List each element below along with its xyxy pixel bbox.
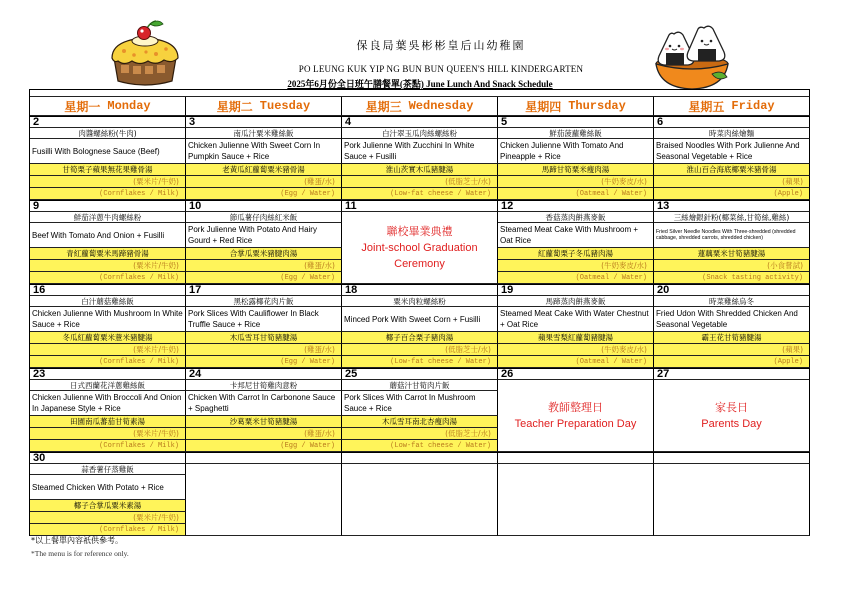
table-top-band (30, 90, 810, 97)
date-cell: 30 (30, 452, 186, 464)
day-header-friday (654, 97, 810, 116)
event-cell (342, 212, 498, 284)
lunch-name-en: Chicken Julienne With Mushroom In White Sauce + Rice (30, 307, 186, 332)
snack-name-en: (Cornflakes / Milk) (30, 356, 186, 368)
date-cell (654, 452, 810, 464)
soup-name: 蘋果雪梨紅蘿蔔豬腱湯 (498, 332, 654, 344)
date-cell: 18 (342, 284, 498, 296)
lunch-name-en: Chicken Julienne With Tomato And Pineapple + Rice (498, 139, 654, 164)
lunch-name-zh: 白汁蘑菇雞絲飯 (30, 296, 186, 307)
snack-name-en: (Egg / Water) (186, 440, 342, 452)
day-name-en: Wednesday (408, 99, 474, 113)
footer-note-en: *The menu is for reference only. (31, 549, 129, 558)
day-header-wednesday (342, 97, 498, 116)
snack-name-en: (Egg / Water) (186, 188, 342, 200)
snack-name-zh: (蘋果) (654, 344, 810, 356)
event-title-zh: 家長日 (715, 401, 748, 414)
empty-cell (498, 464, 654, 536)
snack-name-zh: (粟米片/牛奶) (30, 260, 186, 272)
lunch-name-zh: 鮮茄菠蘿雞絲飯 (498, 128, 654, 139)
snack-name-zh: (粟米片/牛奶) (30, 428, 186, 440)
date-cell: 6 (654, 116, 810, 128)
snack-name-en: (Oatmeal / Water) (498, 188, 654, 200)
lunch-name-en: Chicken Julienne With Sweet Corn In Pumpkin Sauce + Rice (186, 139, 342, 164)
soup-name: 合掌瓜粟米豬腱肉湯 (186, 248, 342, 260)
event-title-zh: 教師整理日 (548, 401, 603, 414)
snack-name-en: (Cornflakes / Milk) (30, 440, 186, 452)
date-cell: 13 (654, 200, 810, 212)
snack-name-zh: (牛奶麥皮/水) (498, 260, 654, 272)
soup-name: 蓮藕粟米甘筍豬腱湯 (654, 248, 810, 260)
menu-table (29, 89, 810, 536)
snack-name-en: (Apple) (654, 188, 810, 200)
lunch-name-zh: 時菜肉絲燴麵 (654, 128, 810, 139)
snack-name-en: (Oatmeal / Water) (498, 356, 654, 368)
lunch-name-zh: 時菜雞絲烏冬 (654, 296, 810, 307)
snack-name-zh: (低脂芝士/水) (342, 176, 498, 188)
date-cell: 26 (498, 368, 654, 380)
day-name-zh: 星期五 (688, 99, 725, 114)
schedule-title: 2025年6月份全日班午膳餐單(茶點) June Lunch And Snack Schedule (287, 79, 553, 89)
snack-name-zh: (雞蛋/水) (186, 428, 342, 440)
snack-name-zh: (粟米片/牛奶) (30, 344, 186, 356)
soup-name: 青紅蘿蔔粟米馬蹄豬骨湯 (30, 248, 186, 260)
lunch-name-zh: 香菇蒸肉餅燕麥飯 (498, 212, 654, 223)
soup-name: 田園南瓜蕃茄甘筍素湯 (30, 416, 186, 428)
snack-name-zh: (蘋果) (654, 176, 810, 188)
soup-name: 紅蘿蔔栗子冬瓜豬肉湯 (498, 248, 654, 260)
lunch-name-zh: 馬蹄蒸肉餅燕麥飯 (498, 296, 654, 307)
soup-name: 木瓜雪耳甘筍豬腱湯 (186, 332, 342, 344)
lunch-name-en: Pork Slices With Carrot In Mushroom Sauce + Rice (342, 391, 498, 416)
event-cell (498, 380, 654, 452)
date-cell: 17 (186, 284, 342, 296)
soup-name: 甘筍栗子蘋果無花果雞骨湯 (30, 164, 186, 176)
soup-name: 淮山茨實木瓜豬腱湯 (342, 164, 498, 176)
lunch-name-en: Braised Noodles With Pork Julienne And Seasonal Vegetable + Rice (654, 139, 810, 164)
lunch-name-en: Fried Silver Needle Noodles With Three-shredded (shredded cabbage, shredded carrots, shredded chicken) (654, 223, 810, 248)
lunch-name-zh: 白汁翠玉瓜肉絲螺絲粉 (342, 128, 498, 139)
snack-name-zh: (雞蛋/水) (186, 344, 342, 356)
lunch-name-en: Steamed Meat Cake With Water Chestnut + Oat Rice (498, 307, 654, 332)
snack-name-en: (Low-fat cheese / Water) (342, 440, 498, 452)
date-cell: 12 (498, 200, 654, 212)
lunch-name-en: Chicken Julienne With Broccoli And Onion In Japanese Style + Rice (30, 391, 186, 416)
day-header-tuesday (186, 97, 342, 116)
day-name-en: Thursday (568, 99, 626, 113)
soup-name: 沙葛粟米甘筍豬腱湯 (186, 416, 342, 428)
soup-name: 椰子合掌瓜粟米素湯 (30, 500, 186, 512)
lunch-name-en: Fried Udon With Shredded Chicken And Seasonal Vegetable (654, 307, 810, 332)
date-cell: 23 (30, 368, 186, 380)
lunch-name-zh: 節瓜薯仔肉絲紅米飯 (186, 212, 342, 223)
snack-name-zh: (小食嘗試) (654, 260, 810, 272)
empty-cell (186, 464, 342, 536)
day-name-zh: 星期一 (64, 99, 101, 114)
lunch-name-en: Steamed Meat Cake With Mushroom + Oat Rice (498, 223, 654, 248)
snack-name-zh: (牛奶麥皮/水) (498, 344, 654, 356)
day-name-en: Friday (731, 99, 775, 113)
lunch-name-en: Steamed Chicken With Potato + Rice (30, 475, 186, 500)
snack-name-en: (Egg / Water) (186, 272, 342, 284)
snack-name-zh: (低脂芝士/水) (342, 428, 498, 440)
snack-name-en: (Low-fat cheese / Water) (342, 188, 498, 200)
lunch-name-zh: 肉醬螺絲粉(牛肉) (30, 128, 186, 139)
day-name-en: Tuesday (259, 99, 311, 113)
date-cell: 9 (30, 200, 186, 212)
lunch-name-en: Pork Julienne With Zucchini In White Sauce + Fusilli (342, 139, 498, 164)
lunch-name-zh: 蘑菇汁甘筍肉片飯 (342, 380, 498, 391)
snack-name-zh: (牛奶麥皮/水) (498, 176, 654, 188)
empty-cell (654, 464, 810, 536)
day-name-zh: 星期二 (216, 99, 253, 114)
date-cell (186, 452, 342, 464)
event-cell (654, 380, 810, 452)
lunch-name-zh: 黑松露椰花肉片飯 (186, 296, 342, 307)
soup-name: 椰子百合栗子豬肉湯 (342, 332, 498, 344)
date-cell: 16 (30, 284, 186, 296)
soup-name: 淮山百合海底椰粟米豬骨湯 (654, 164, 810, 176)
date-cell: 11 (342, 200, 498, 212)
lunch-name-en: Beef With Tomato And Onion + Fusilli (30, 223, 186, 248)
snack-name-zh: (粟米片/牛奶) (30, 176, 186, 188)
date-cell: 2 (30, 116, 186, 128)
soup-name: 老黃瓜紅蘿蔔粟米豬骨湯 (186, 164, 342, 176)
empty-cell (342, 464, 498, 536)
date-cell: 4 (342, 116, 498, 128)
date-cell (498, 452, 654, 464)
school-name-en: PO LEUNG KUK YIP NG BUN BUN QUEEN'S HILL KINDERGARTEN (298, 64, 584, 74)
soup-name: 霸王花甘筍豬腱湯 (654, 332, 810, 344)
lunch-name-en: Chicken With Carrot In Carbonone Sauce + Spaghetti (186, 391, 342, 416)
date-cell (342, 452, 498, 464)
date-cell: 27 (654, 368, 810, 380)
snack-name-en: (Cornflakes / Milk) (30, 188, 186, 200)
soup-name: 木瓜雪耳南北杏瘦肉湯 (342, 416, 498, 428)
soup-name: 冬瓜紅蘿蔔粟米薏米豬腱湯 (30, 332, 186, 344)
lunch-name-zh: 蒜香薯仔蒸雞飯 (30, 464, 186, 475)
footer-note-zh: *以上餐單內容祇供參考。 (31, 536, 123, 545)
date-cell: 25 (342, 368, 498, 380)
snack-name-zh: (低脂芝士/水) (342, 344, 498, 356)
event-title-en: Teacher Preparation Day (514, 417, 637, 430)
snack-name-en: (Low-fat cheese / Water) (342, 356, 498, 368)
lunch-name-en: Minced Pork With Sweet Corn + Fusilli (342, 307, 498, 332)
day-name-zh: 星期四 (525, 99, 562, 114)
lunch-name-zh: 南瓜汁粟米雞絲飯 (186, 128, 342, 139)
school-name-zh: 保良局葉吳彬彬皇后山幼稚園 (356, 39, 526, 52)
snack-name-en: (Cornflakes / Milk) (30, 272, 186, 284)
date-cell: 24 (186, 368, 342, 380)
day-header-monday (30, 97, 186, 116)
lunch-name-zh: 鮮茄洋蔥牛肉螺絲粉 (30, 212, 186, 223)
snack-name-en: (Cornflakes / Milk) (30, 524, 186, 536)
lunch-name-en: Fusilli With Bolognese Sauce (Beef) (30, 139, 186, 164)
soup-name: 馬蹄甘筍粟米瘦肉湯 (498, 164, 654, 176)
snack-name-en: (Apple) (654, 356, 810, 368)
lunch-name-zh: 卡邦尼甘筍雞肉意粉 (186, 380, 342, 391)
event-title-zh: 聯校畢業典禮 (386, 225, 453, 238)
date-cell: 3 (186, 116, 342, 128)
snack-name-en: (Egg / Water) (186, 356, 342, 368)
day-name-en: Monday (107, 99, 151, 113)
date-cell: 5 (498, 116, 654, 128)
event-title-en: Joint-school Graduation Ceremony (361, 241, 478, 270)
day-name-zh: 星期三 (365, 99, 402, 114)
snack-name-zh: (雞蛋/水) (186, 260, 342, 272)
lunch-name-en: Pork Slices With Cauliflower In Black Truffle Sauce + Rice (186, 307, 342, 332)
day-header-thursday (498, 97, 654, 116)
snack-name-en: (Snack tasting activity) (654, 272, 810, 284)
date-cell: 19 (498, 284, 654, 296)
lunch-name-zh: 粟米肉粒螺絲粉 (342, 296, 498, 307)
snack-name-en: (Oatmeal / Water) (498, 272, 654, 284)
lunch-name-en: Pork Julienne With Potato And Hairy Gourd + Red Rice (186, 223, 342, 248)
lunch-name-zh: 日式西蘭花洋蔥雞絲飯 (30, 380, 186, 391)
date-cell: 20 (654, 284, 810, 296)
snack-name-zh: (雞蛋/水) (186, 176, 342, 188)
lunch-name-zh: 三絲燴銀針粉(椰菜絲,甘筍絲,雞絲) (654, 212, 810, 223)
event-title-en: Parents Day (701, 417, 762, 430)
date-cell: 10 (186, 200, 342, 212)
snack-name-zh: (粟米片/牛奶) (30, 512, 186, 524)
